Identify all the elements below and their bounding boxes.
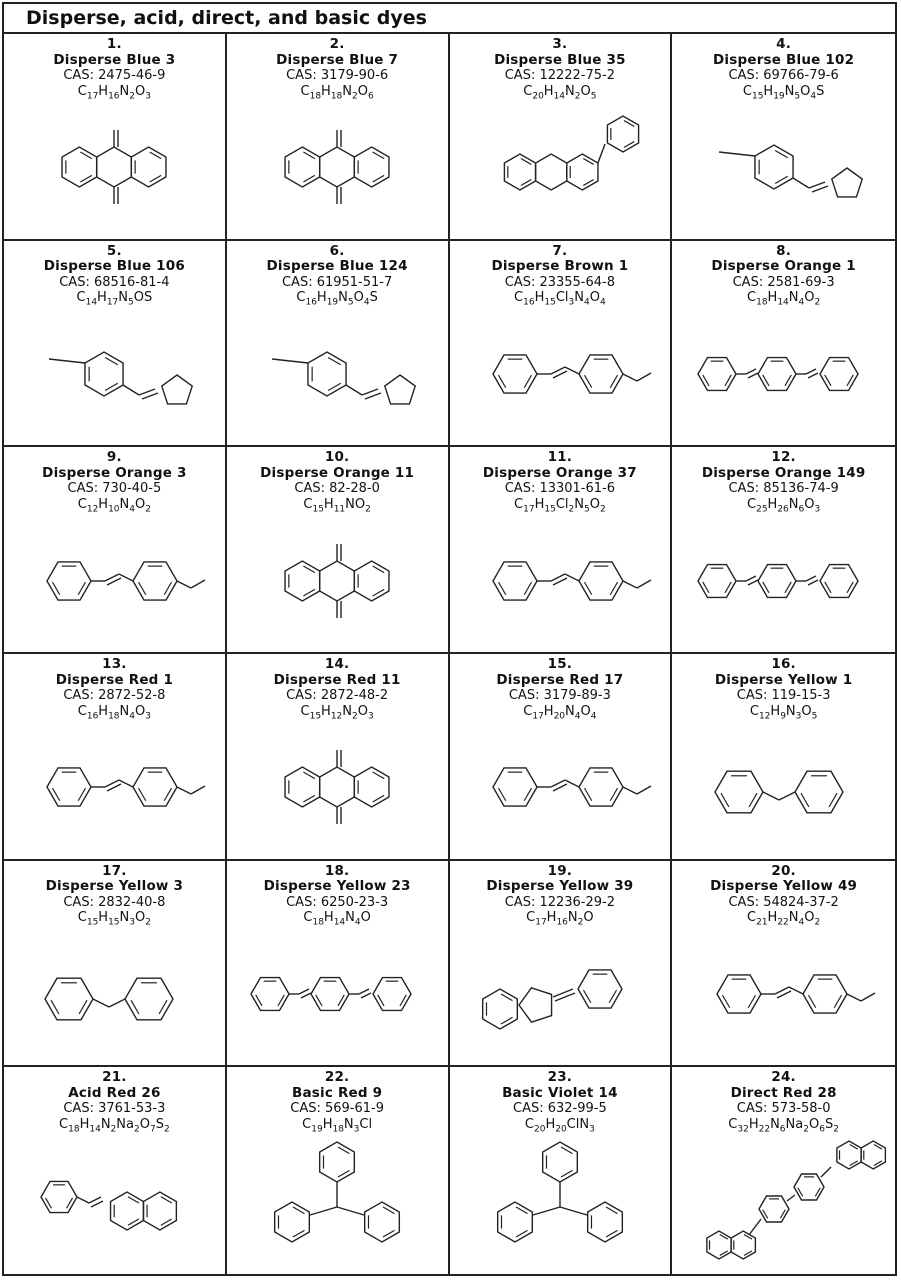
dye-number: 2. — [329, 36, 345, 52]
dye-formula: $C_{15}H_{11}NO_2$ — [303, 496, 371, 515]
dye-formula: $C_{14}H_{17}N_5OS$ — [76, 290, 153, 308]
dye-formula: $C_{15}H_{19}N_5O_4S$ — [742, 83, 825, 102]
dye-number: 7. — [552, 242, 568, 259]
dye-formula: $C_{32}H_{22}N_6Na_2O_6S_2$ — [728, 1116, 839, 1135]
structure-drawing — [672, 100, 895, 235]
dye-name: Disperse Red 17 — [496, 671, 624, 688]
structure-svg — [232, 299, 442, 447]
dye-formula: $C_{16}H_{19}N_5O_4S$ — [296, 290, 378, 308]
dye-cas: CAS: 68516-81-4 — [59, 274, 170, 290]
structure-drawing — [672, 513, 895, 648]
dye-cas: CAS: 569-61-9 — [290, 1101, 384, 1117]
dye-name: Disperse Blue 124 — [266, 258, 408, 275]
dye-cell — [4, 1067, 227, 1274]
dye-name: Disperse Yellow 23 — [263, 878, 411, 895]
structure-svg — [9, 299, 219, 447]
structure-drawing — [227, 1133, 448, 1270]
structure-drawing — [672, 720, 895, 855]
dye-cell — [227, 1067, 450, 1274]
dye-cell — [227, 861, 450, 1068]
structure-svg — [9, 712, 219, 860]
structure-svg — [679, 1127, 889, 1274]
structure-drawing — [450, 307, 671, 442]
structure-drawing — [450, 1133, 671, 1270]
dye-sheet — [2, 2, 897, 1276]
dye-name: Disperse Blue 7 — [276, 51, 399, 68]
dye-cell — [4, 34, 227, 241]
structure-svg — [9, 506, 219, 654]
structure-svg — [679, 92, 889, 240]
dye-cas: CAS: 3179-89-3 — [508, 688, 611, 703]
dye-cas: CAS: 3761-53-3 — [63, 1101, 166, 1117]
dye-number: 5. — [106, 242, 122, 259]
structure-svg — [455, 506, 665, 654]
dye-number: 12. — [771, 449, 796, 466]
dye-formula: $C_{17}H_{20}N_4O_4$ — [523, 703, 597, 722]
dye-cell — [450, 34, 673, 241]
dye-cell — [227, 34, 450, 241]
dye-name: Acid Red 26 — [68, 1084, 161, 1101]
dye-formula: $C_{21}H_{22}N_4O_2$ — [747, 910, 821, 928]
dye-cell — [450, 654, 673, 861]
dye-formula: $C_{18}H_{14}N_2Na_2O_7S_2$ — [59, 1116, 170, 1135]
structure-svg — [232, 92, 442, 240]
structure-drawing — [4, 1133, 225, 1270]
dye-formula: $C_{17}H_{15}Cl_2N_5O_2$ — [514, 496, 606, 515]
dye-number: 9. — [106, 449, 122, 466]
dye-number: 20. — [771, 862, 796, 879]
dye-cas: CAS: 2475-46-9 — [63, 68, 166, 83]
dye-name: Disperse Red 1 — [55, 671, 174, 688]
dye-grid — [4, 34, 895, 1274]
structure-drawing — [227, 927, 448, 1062]
dye-name: Disperse Yellow 39 — [486, 878, 634, 895]
structure-svg — [455, 712, 665, 860]
dye-cas: CAS: 3179-90-6 — [286, 68, 389, 83]
dye-name: Disperse Orange 11 — [260, 464, 415, 481]
structure-svg — [679, 712, 889, 860]
dye-formula: $C_{17}H_{16}N_2O$ — [526, 910, 594, 928]
dye-name: Disperse Blue 106 — [43, 258, 185, 275]
dye-cas: CAS: 573-58-0 — [736, 1101, 831, 1117]
structure-svg — [9, 1127, 219, 1274]
dye-cas: CAS: 69766-79-6 — [728, 68, 839, 83]
dye-number: 14. — [324, 656, 350, 672]
dye-cell — [672, 1067, 895, 1274]
dye-name: Basic Red 9 — [291, 1084, 383, 1101]
dye-formula: $C_{25}H_{26}N_6O_3$ — [747, 496, 821, 515]
dye-number: 21. — [102, 1069, 127, 1086]
dye-number: 11. — [547, 449, 573, 466]
structure-svg — [679, 919, 889, 1067]
structure-drawing — [4, 513, 225, 648]
dye-number: 13. — [102, 656, 127, 672]
dye-formula: $C_{17}H_{16}N_2O_3$ — [77, 83, 151, 102]
structure-svg — [9, 919, 219, 1067]
structure-drawing — [4, 720, 225, 855]
dye-number: 18. — [324, 862, 350, 879]
dye-name: Disperse Brown 1 — [491, 258, 629, 275]
dye-cas: CAS: 2872-48-2 — [286, 688, 389, 703]
dye-cell — [227, 654, 450, 861]
structure-drawing — [227, 100, 448, 235]
dye-cas: CAS: 632-99-5 — [513, 1101, 607, 1117]
dye-number: 8. — [776, 242, 792, 259]
dye-cas: CAS: 61951-51-7 — [281, 274, 393, 290]
dye-number: 4. — [776, 36, 792, 52]
dye-cell — [672, 447, 895, 654]
dye-formula: $C_{12}H_{10}N_4O_2$ — [77, 496, 151, 515]
structure-drawing — [227, 720, 448, 855]
dye-cas: CAS: 23355-64-8 — [504, 274, 616, 290]
dye-number: 10. — [324, 449, 350, 466]
dye-name: Disperse Red 11 — [273, 671, 401, 688]
dye-name: Disperse Yellow 3 — [45, 878, 184, 895]
dye-cas: CAS: 85136-74-9 — [728, 481, 839, 497]
dye-cas: CAS: 82-28-0 — [294, 481, 380, 497]
structure-drawing — [450, 927, 671, 1062]
structure-svg — [679, 299, 889, 447]
dye-cell — [672, 241, 895, 448]
dye-cell — [227, 241, 450, 448]
dye-cas: CAS: 2581-69-3 — [732, 274, 835, 290]
dye-number: 15. — [547, 656, 573, 672]
dye-formula: $C_{18}H_{18}N_2O_6$ — [300, 83, 374, 102]
dye-formula: $C_{20}H_{20}ClN_3$ — [524, 1116, 595, 1135]
dye-number: 3. — [552, 36, 568, 52]
dye-number: 19. — [547, 862, 573, 879]
dye-cell — [672, 34, 895, 241]
structure-drawing — [4, 307, 225, 442]
dye-name: Basic Violet 14 — [502, 1084, 618, 1101]
dye-cas: CAS: 6250-23-3 — [286, 894, 389, 910]
dye-cas: CAS: 119-15-3 — [736, 688, 831, 703]
dye-formula: $C_{16}H_{15}Cl_3N_4O_4$ — [514, 290, 606, 308]
structure-drawing — [672, 927, 895, 1062]
dye-name: Disperse Orange 3 — [42, 464, 187, 481]
dye-formula: $C_{15}H_{12}N_2O_3$ — [300, 703, 374, 722]
dye-cell — [4, 861, 227, 1068]
dye-cell — [4, 241, 227, 448]
dye-cell — [227, 447, 450, 654]
structure-drawing — [672, 307, 895, 442]
page-title: Disperse, acid, direct, and basic dyes — [4, 4, 895, 34]
dye-cell — [450, 241, 673, 448]
dye-name: Disperse Orange 37 — [482, 464, 637, 481]
dye-cell — [4, 654, 227, 861]
structure-drawing — [4, 100, 225, 235]
structure-drawing — [450, 100, 671, 235]
structure-drawing — [227, 513, 448, 648]
dye-cas: CAS: 12222-75-2 — [504, 68, 616, 83]
structure-drawing — [672, 1133, 895, 1270]
dye-formula: $C_{18}H_{14}N_4O_2$ — [747, 290, 821, 308]
dye-formula: $C_{12}H_9N_3O_5$ — [749, 703, 818, 722]
structure-svg — [232, 712, 442, 860]
dye-formula: $C_{15}H_{15}N_3O_2$ — [77, 910, 151, 928]
dye-number: 6. — [329, 242, 345, 259]
dye-name: Direct Red 28 — [730, 1084, 837, 1101]
dye-number: 17. — [102, 862, 127, 879]
dye-number: 16. — [771, 656, 796, 672]
structure-drawing — [450, 720, 671, 855]
dye-number: 22. — [324, 1069, 350, 1086]
dye-cas: CAS: 12236-29-2 — [504, 894, 616, 910]
dye-cell — [672, 654, 895, 861]
dye-formula: $C_{19}H_{18}N_3Cl$ — [302, 1116, 373, 1135]
dye-cell — [450, 861, 673, 1068]
dye-number: 24. — [771, 1069, 796, 1086]
dye-name: Disperse Blue 3 — [53, 51, 176, 68]
structure-svg — [455, 92, 665, 240]
dye-number: 1. — [106, 36, 122, 52]
structure-svg — [679, 506, 889, 654]
structure-drawing — [450, 513, 671, 648]
dye-cell — [450, 447, 673, 654]
dye-name: Disperse Blue 102 — [713, 51, 855, 68]
dye-cas: CAS: 2872-52-8 — [63, 688, 166, 703]
dye-name: Disperse Yellow 49 — [710, 878, 858, 895]
structure-drawing — [4, 927, 225, 1062]
dye-cell — [4, 447, 227, 654]
dye-name: Disperse Orange 1 — [711, 258, 856, 275]
dye-cell — [450, 1067, 673, 1274]
dye-cas: CAS: 13301-61-6 — [504, 481, 616, 497]
dye-cas: CAS: 54824-37-2 — [728, 894, 839, 910]
structure-svg — [232, 919, 442, 1067]
dye-formula: $C_{18}H_{14}N_4O$ — [303, 910, 371, 928]
dye-formula: $C_{20}H_{14}N_2O_5$ — [523, 83, 597, 102]
dye-number: 23. — [547, 1069, 573, 1086]
structure-svg — [9, 92, 219, 240]
dye-cell — [672, 861, 895, 1068]
structure-svg — [455, 299, 665, 447]
dye-formula: $C_{16}H_{18}N_4O_3$ — [77, 703, 151, 722]
dye-name: Disperse Orange 149 — [701, 464, 866, 481]
dye-name: Disperse Yellow 1 — [714, 671, 853, 688]
dye-cas: CAS: 2832-40-8 — [63, 894, 166, 910]
dye-name: Disperse Blue 35 — [494, 51, 626, 68]
structure-drawing — [227, 307, 448, 442]
structure-svg — [455, 919, 665, 1067]
structure-svg — [455, 1127, 665, 1274]
dye-cas: CAS: 730-40-5 — [67, 481, 162, 497]
structure-svg — [232, 1127, 442, 1274]
structure-svg — [232, 506, 442, 654]
